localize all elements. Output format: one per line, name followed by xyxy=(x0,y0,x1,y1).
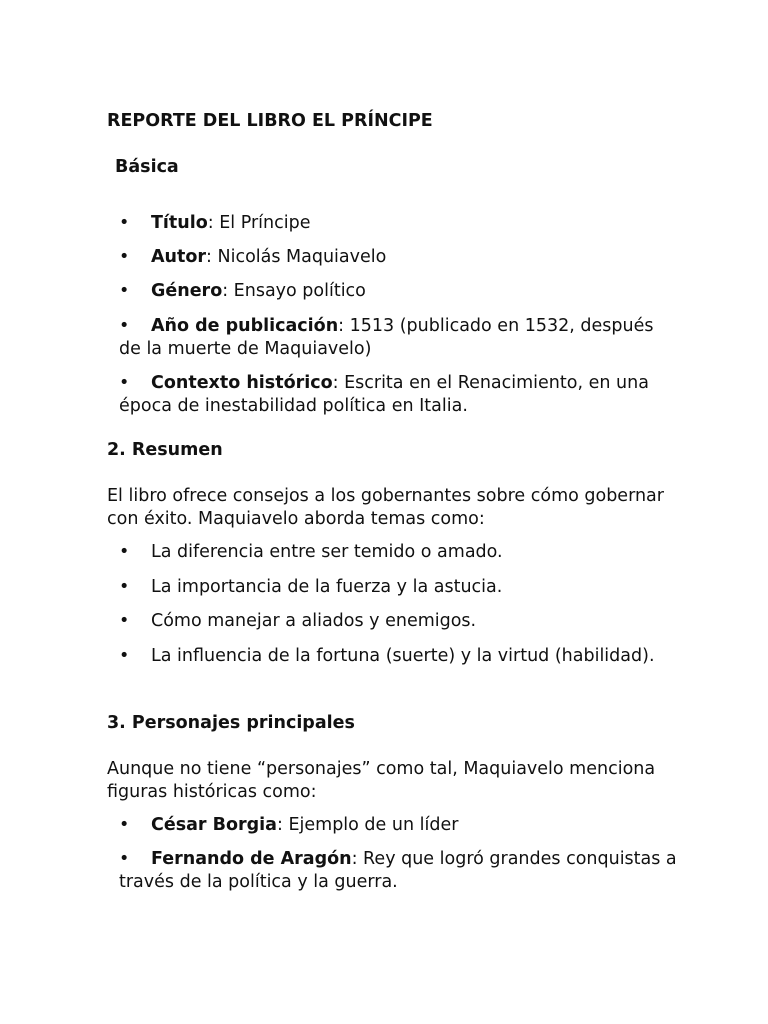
bullet: • xyxy=(119,815,130,835)
bullet: • xyxy=(119,316,130,336)
section-summary-heading: 2. Resumen xyxy=(107,440,223,460)
bullet: • xyxy=(119,577,130,597)
list-item xyxy=(119,610,679,633)
item-text: : Ejemplo de un líder xyxy=(277,815,459,835)
list-item-author xyxy=(119,246,679,269)
bullet: • xyxy=(119,373,130,393)
item-text: : 1513 (publicado en 1532, después de la muerte de Maquiavelo) xyxy=(119,316,654,359)
bullet: • xyxy=(119,849,130,869)
item-label: César Borgia xyxy=(151,815,277,835)
list-item-genre xyxy=(119,280,679,303)
item-label: Año de publicación xyxy=(151,316,339,336)
list-item-title xyxy=(119,212,679,235)
bullet: • xyxy=(119,281,130,301)
bullet: • xyxy=(119,213,130,233)
summary-intro: El libro ofrece consejos a los gobernantes sobre cómo gobernar con éxito. Maquiavelo aborda temas como: xyxy=(107,486,664,529)
item-label: Autor xyxy=(151,247,207,267)
item-label: Género xyxy=(151,281,223,301)
item-text: : Rey que logró grandes conquistas a través de la política y la guerra. xyxy=(119,849,677,892)
list-item-year xyxy=(119,315,679,361)
item-label: Fernando de Aragón xyxy=(151,849,352,869)
item-text: : El Príncipe xyxy=(207,213,311,233)
list-item xyxy=(119,645,679,668)
list-item xyxy=(119,576,679,599)
list-item xyxy=(119,541,679,564)
item-text: : Nicolás Maquiavelo xyxy=(206,247,387,267)
item-text: Cómo manejar a aliados y enemigos. xyxy=(151,611,477,631)
list-item-cesar-borgia xyxy=(119,814,679,837)
bullet: • xyxy=(119,247,130,267)
section-basic-heading: Básica xyxy=(115,157,179,177)
item-label: Título xyxy=(151,213,208,233)
document-title: REPORTE DEL LIBRO EL PRÍNCIPE xyxy=(107,111,433,131)
item-text: : Escrita en el Renacimiento, en una época de inestabilidad política en Italia. xyxy=(119,373,649,416)
bullet: • xyxy=(119,542,130,562)
list-item-fernando-de-aragon xyxy=(119,848,679,894)
bullet: • xyxy=(119,646,130,666)
item-text: La importancia de la fuerza y la astucia. xyxy=(151,577,503,597)
characters-intro: Aunque no tiene “personajes” como tal, Maquiavelo menciona figuras históricas como: xyxy=(107,759,656,802)
item-text: : Ensayo político xyxy=(222,281,366,301)
item-text: La influencia de la fortuna (suerte) y la virtud (habilidad). xyxy=(151,646,655,666)
bullet: • xyxy=(119,611,130,631)
list-item-context xyxy=(119,372,679,418)
item-text: La diferencia entre ser temido o amado. xyxy=(151,542,503,562)
item-label: Contexto histórico xyxy=(151,373,333,393)
section-characters-heading: 3. Personajes principales xyxy=(107,713,355,733)
